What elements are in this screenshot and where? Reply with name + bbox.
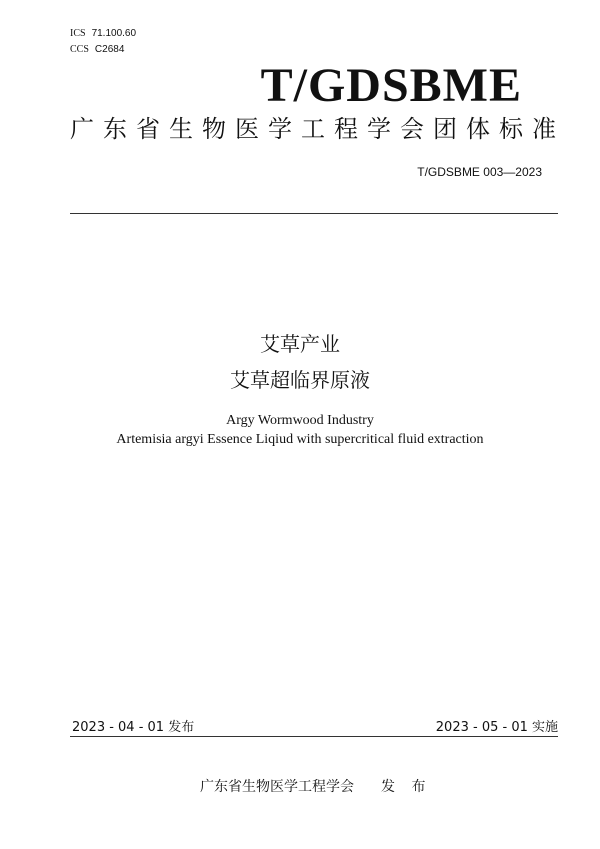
- publisher-name: 广东省生物医学工程学会: [200, 779, 354, 795]
- ccs-label: CCS: [70, 44, 89, 55]
- title-en-line2: Artemisia argyi Essence Liqiud with supercritical fluid extraction: [116, 432, 484, 447]
- ics-value: 71.100.60: [91, 28, 137, 39]
- title-en-line1: Argy Wormwood Industry: [226, 413, 374, 428]
- ics-line: [70, 28, 136, 39]
- top-divider: [70, 213, 558, 214]
- ccs-line: [70, 44, 124, 55]
- implementation-date: 2023 - 05 - 01 实施: [435, 720, 558, 735]
- association-standard-heading: 广东省生物医学工程学会团体标准: [70, 115, 565, 143]
- bottom-divider: [70, 736, 558, 737]
- publish-label: 发 布: [381, 779, 432, 795]
- title-zh-line2: 艾草超临界原液: [230, 368, 370, 392]
- standard-number: T/GDSBME 003—2023: [417, 165, 542, 179]
- issue-date: 2023 - 04 - 01 发布: [72, 720, 195, 735]
- title-zh-line1: 艾草产业: [260, 332, 340, 356]
- standard-code-logo: T/GDSBME: [260, 59, 522, 112]
- ics-label: ICS: [70, 28, 86, 39]
- ccs-value: C2684: [94, 44, 125, 55]
